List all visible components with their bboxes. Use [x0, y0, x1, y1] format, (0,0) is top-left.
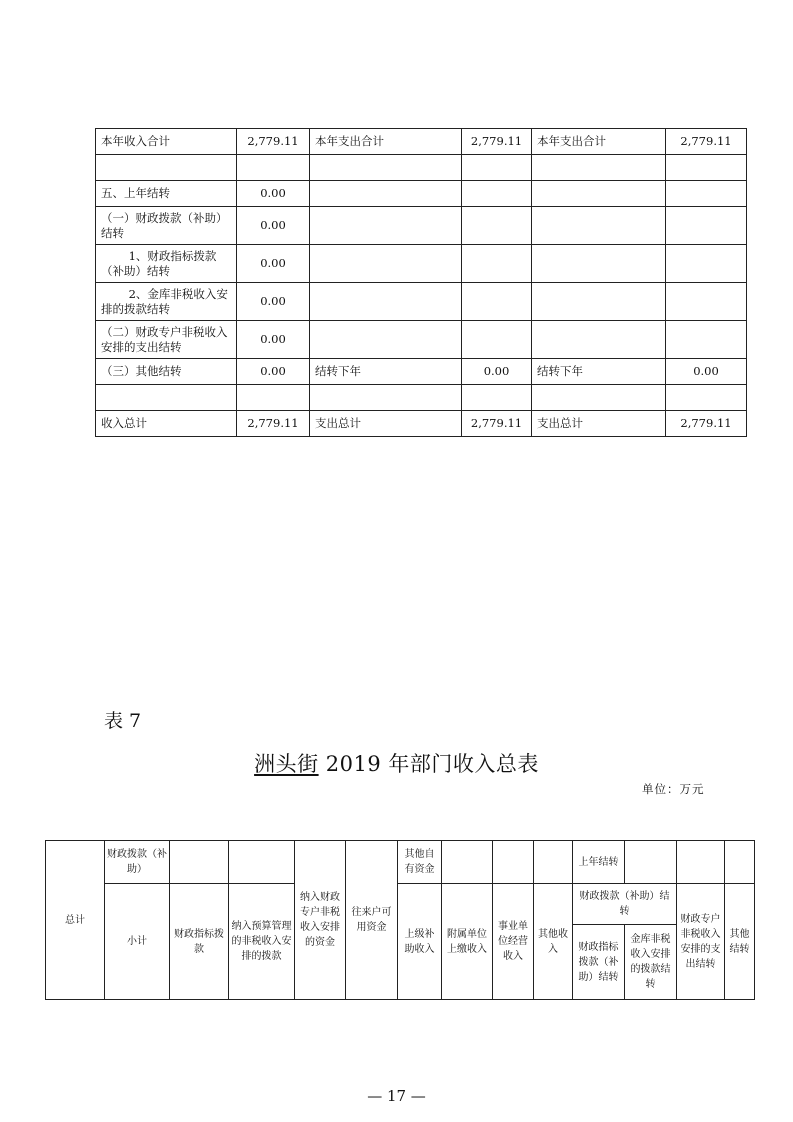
header-budget-nontax-grant: 纳入预算管理的非税收入安排的拨款: [229, 884, 295, 1000]
row-amount: 0.00: [237, 359, 310, 385]
header-prev-year-carry: 上年结转: [573, 841, 625, 884]
header-affiliated-remit: 附属单位上缴收入: [442, 884, 493, 1000]
page-title: [0, 748, 793, 778]
table-row: [96, 359, 747, 385]
unit-label: 单位：万元: [642, 782, 705, 796]
header-empty: [170, 841, 229, 884]
row-expense-label: [310, 245, 462, 283]
table-row: [96, 321, 747, 359]
row-label: （三）其他结转: [96, 359, 237, 385]
row-expense-label: [310, 207, 462, 245]
row-expense-label: [310, 283, 462, 321]
row-amount: [237, 385, 310, 411]
row-expense2-label: 支出总计: [532, 411, 666, 437]
table-row: [96, 207, 747, 245]
header-fiscal-grant: 财政拨款（补助）: [105, 841, 170, 884]
table-row: [96, 283, 747, 321]
header-business-income: 事业单位经营收入: [493, 884, 534, 1000]
table-number-label: 表 7: [104, 710, 142, 732]
header-empty: [493, 841, 534, 884]
row-expense2-label: 结转下年: [532, 359, 666, 385]
row-label: 收入总计: [96, 411, 237, 437]
income-expense-summary-table: [95, 128, 747, 437]
row-expense2-amount: [666, 245, 747, 283]
table-row: [96, 181, 747, 207]
row-expense2-amount: [666, 283, 747, 321]
header-empty: [442, 841, 493, 884]
row-expense-label: [310, 181, 462, 207]
header-superior-subsidy: 上级补助收入: [398, 884, 442, 1000]
row-expense-label: 结转下年: [310, 359, 462, 385]
table-row: [96, 245, 747, 283]
row-label: 1、财政指标拨款（补助）结转: [96, 245, 237, 283]
header-index-grant-carry: 财政指标拨款（补助）结转: [573, 925, 625, 1000]
row-label: （二）财政专户非税收入安排的支出结转: [96, 321, 237, 359]
row-label: [96, 155, 237, 181]
department-income-table: [45, 840, 755, 1000]
row-expense-label: 本年支出合计: [310, 129, 462, 155]
header-fiscal-grant-carry: 财政拨款（补助）结转: [573, 884, 677, 925]
row-expense2-label: [532, 181, 666, 207]
row-expense-amount: 2,779.11: [462, 411, 532, 437]
row-expense-amount: [462, 207, 532, 245]
table-row: [96, 411, 747, 437]
row-expense-amount: [462, 321, 532, 359]
title-unit-name: 洲头街: [254, 752, 319, 776]
row-expense-label: 支出总计: [310, 411, 462, 437]
row-expense2-amount: [666, 385, 747, 411]
row-expense2-label: 本年支出合计: [532, 129, 666, 155]
row-label: 本年收入合计: [96, 129, 237, 155]
row-expense2-label: [532, 207, 666, 245]
row-expense2-amount: [666, 181, 747, 207]
header-other-carry: 其他结转: [725, 884, 755, 1000]
header-fiscal-index-grant: 财政指标拨款: [170, 884, 229, 1000]
row-amount: [237, 155, 310, 181]
row-label: 五、上年结转: [96, 181, 237, 207]
row-expense2-amount: 2,779.11: [666, 411, 747, 437]
header-special-account-carry: 财政专户非税收入安排的支出结转: [677, 884, 725, 1000]
header-other-own-funds: 其他自有资金: [398, 841, 442, 884]
row-amount: 0.00: [237, 283, 310, 321]
header-empty: [677, 841, 725, 884]
row-expense2-amount: 0.00: [666, 359, 747, 385]
row-expense-amount: [462, 155, 532, 181]
row-label: 2、金库非税收入安排的拨款结转: [96, 283, 237, 321]
header-special-account-funds: 纳入财政专户非税收入安排的资金: [295, 841, 346, 1000]
table-row: [96, 129, 747, 155]
row-amount: 0.00: [237, 181, 310, 207]
row-expense2-label: [532, 155, 666, 181]
header-subtotal: 小计: [105, 884, 170, 1000]
row-label: [96, 385, 237, 411]
header-total: 总计: [46, 841, 105, 1000]
row-expense-amount: 0.00: [462, 359, 532, 385]
row-expense-label: [310, 385, 462, 411]
row-expense-amount: 2,779.11: [462, 129, 532, 155]
row-expense2-label: [532, 283, 666, 321]
row-expense2-label: [532, 385, 666, 411]
row-amount: 0.00: [237, 207, 310, 245]
row-expense-label: [310, 155, 462, 181]
row-expense-amount: [462, 283, 532, 321]
header-empty: [725, 841, 755, 884]
row-amount: 2,779.11: [237, 411, 310, 437]
header-treasury-nontax-carry: 金库非税收入安排的拨款结转: [625, 925, 677, 1000]
table-row: [96, 385, 747, 411]
row-expense2-label: [532, 245, 666, 283]
row-amount: 0.00: [237, 245, 310, 283]
header-other-income: 其他收入: [534, 884, 573, 1000]
row-expense-amount: [462, 245, 532, 283]
row-expense2-amount: [666, 207, 747, 245]
row-expense2-amount: [666, 321, 747, 359]
header-empty: [625, 841, 677, 884]
row-expense-amount: [462, 181, 532, 207]
row-expense-amount: [462, 385, 532, 411]
row-label: （一）财政拨款（补助）结转: [96, 207, 237, 245]
title-rest: 2019 年部门收入总表: [318, 752, 539, 776]
header-current-account-funds: 往来户可用资金: [346, 841, 398, 1000]
row-expense2-amount: 2,779.11: [666, 129, 747, 155]
row-expense-label: [310, 321, 462, 359]
row-expense2-label: [532, 321, 666, 359]
header-empty: [229, 841, 295, 884]
header-empty: [534, 841, 573, 884]
page-number: — 17 —: [367, 1087, 426, 1105]
row-expense2-amount: [666, 155, 747, 181]
table-row: [96, 155, 747, 181]
row-amount: 2,779.11: [237, 129, 310, 155]
row-amount: 0.00: [237, 321, 310, 359]
